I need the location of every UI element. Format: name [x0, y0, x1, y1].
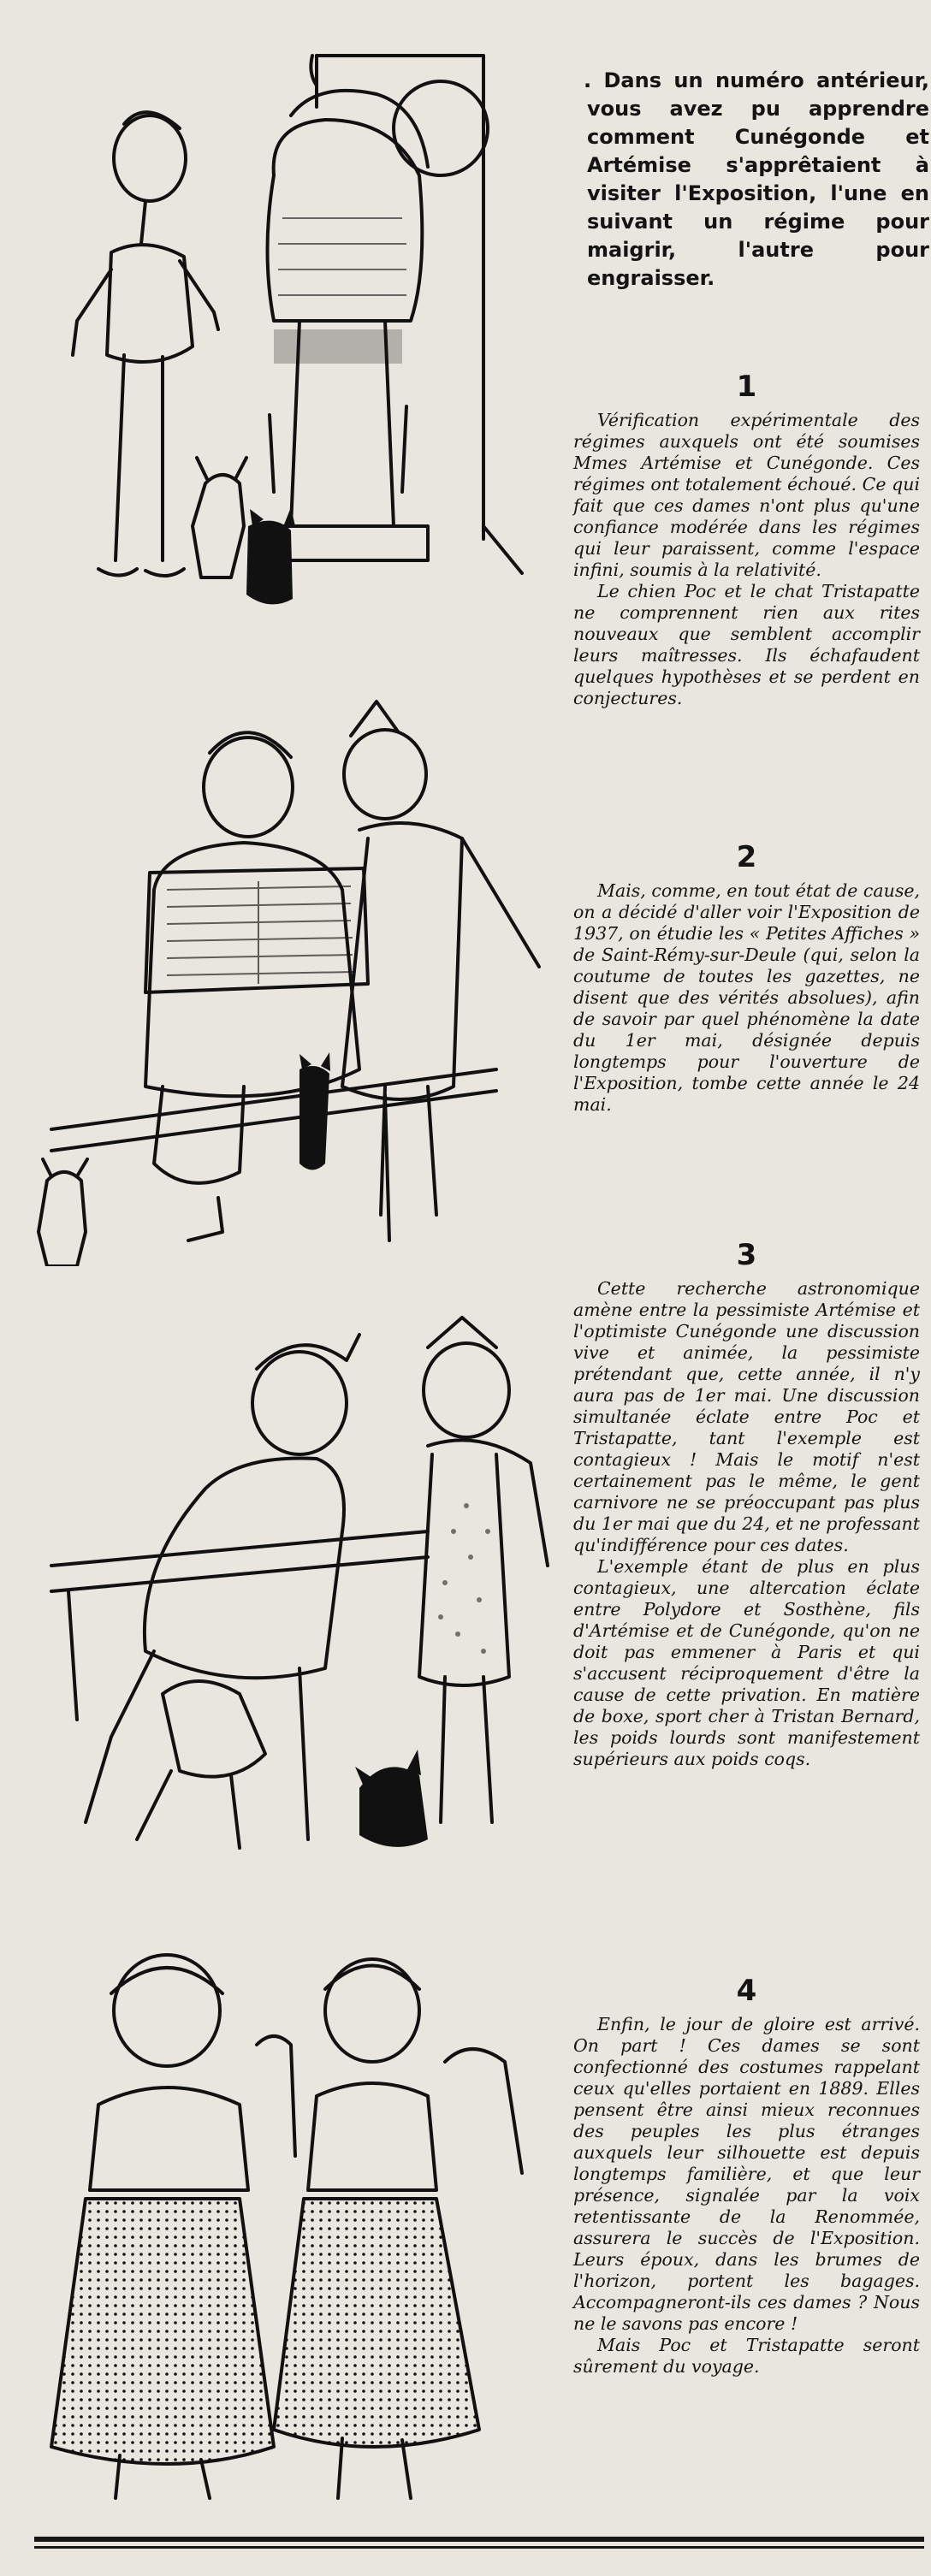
section-paragraph: L'exemple étant de plus en plus contagieux, une altercation éclate entre Polydore et Sosthène, fils d'Artémise et de Cunégonde, qu'on ne doit pas emmener à Paris et qui s'accusent réciproquement d'être la cause de cette privation. En matière de boxe, sport cher à Tristan Bernard, les poids lourds sont manifestement supérieurs aux poids coqs. [573, 1556, 920, 1769]
illustration-panel-2 [17, 684, 565, 1266]
section-number: 4 [736, 1974, 757, 2008]
section-number: 1 [736, 370, 757, 404]
weighing-scale-cartoon [17, 47, 565, 646]
illustration-panel-1 [17, 47, 565, 646]
section-3 [573, 1238, 920, 1770]
section-paragraph: Mais, comme, en tout état de cause, on a décidé d'aller voir l'Exposition de 1937, on étudie les « Petites Affiches » de Saint-Rémy-sur-Deule (qui, selon la coutume de toutes les gazettes, ne disent que des vérités absolues), afin de savoir par quel phénomène la date du 1er mai, désignée depuis longtemps pour l'ouverture de l'Exposition, tombe cette année le 24 mai. [573, 880, 920, 1115]
section-number: 2 [736, 840, 757, 874]
departure-cartoon [17, 1933, 565, 2524]
section-4 [573, 1974, 920, 2378]
illustration-panel-3 [17, 1309, 565, 1891]
bottom-rule-thick [34, 2537, 924, 2542]
intro-paragraph: . Dans un numéro antérieur, vous avez pu apprendre comment Cunégonde et Artémise s'apprêtaient à visiter l'Exposition, l'une en suivant un régime pour maigrir, l'autre pour engraisser. [584, 68, 929, 290]
reading-newspaper-cartoon [17, 684, 565, 1266]
section-paragraph: Cette recherche astronomique amène entre la pessimiste Artémise et l'optimiste Cunégonde une discussion vive et animée, la pessimiste prétendant que, cette année, il n'y aura pas de 1er mai. Une discussion simultanée éclate entre Poc et Tristapatte, tant l'exemple est contagieux ! Mais le motif n'est certainement pas le même, le gent carnivore ne se préoccupant pas plus du 1er mai que du 24, et ne professant qu'indifférence pour ces dates. [573, 1278, 920, 1555]
section-number: 3 [736, 1238, 757, 1272]
section-paragraph: Enfin, le jour de gloire est arrivé. On part ! Ces dames se sont confectionné des costumes rappelant ceux qu'elles portaient en 1889. Elles pensent être ainsi mieux reconnues des peuples les plus étranges auxquels leur silhouette est depuis longtemps familière, et que leur présence, signalée par la voix retentissante de la Renommée, assurera le succès de l'Exposition. Leurs époux, dans les brumes de l'horizon, portent les bagages. Accompagneront-ils ces dames ? Nous ne le savons pas encore ! [573, 2014, 920, 2334]
bottom-rule-thin [34, 2546, 924, 2549]
argument-cartoon [17, 1309, 565, 1891]
section-paragraph: Le chien Poc et le chat Tristapatte ne comprennent rien aux rites nouveaux que semblent accomplir leurs maîtresses. Ils échafaudent quelques hypothèses et se perdent en conjectures. [573, 581, 920, 708]
section-paragraph: Vérification expérimentale des régimes auxquels ont été soumises Mmes Artémise et Cunégonde. Ces régimes ont totalement échoué. Ce qui fait que ces dames n'ont plus qu'une confiance modérée dans les régimes qui leur paraissent, comme l'espace infini, soumis à la relativité. [573, 410, 920, 580]
illustration-panel-4 [17, 1933, 565, 2524]
section-2 [573, 840, 920, 1116]
section-1 [573, 370, 920, 709]
section-paragraph: Mais Poc et Tristapatte seront sûrement du voyage. [573, 2335, 920, 2377]
